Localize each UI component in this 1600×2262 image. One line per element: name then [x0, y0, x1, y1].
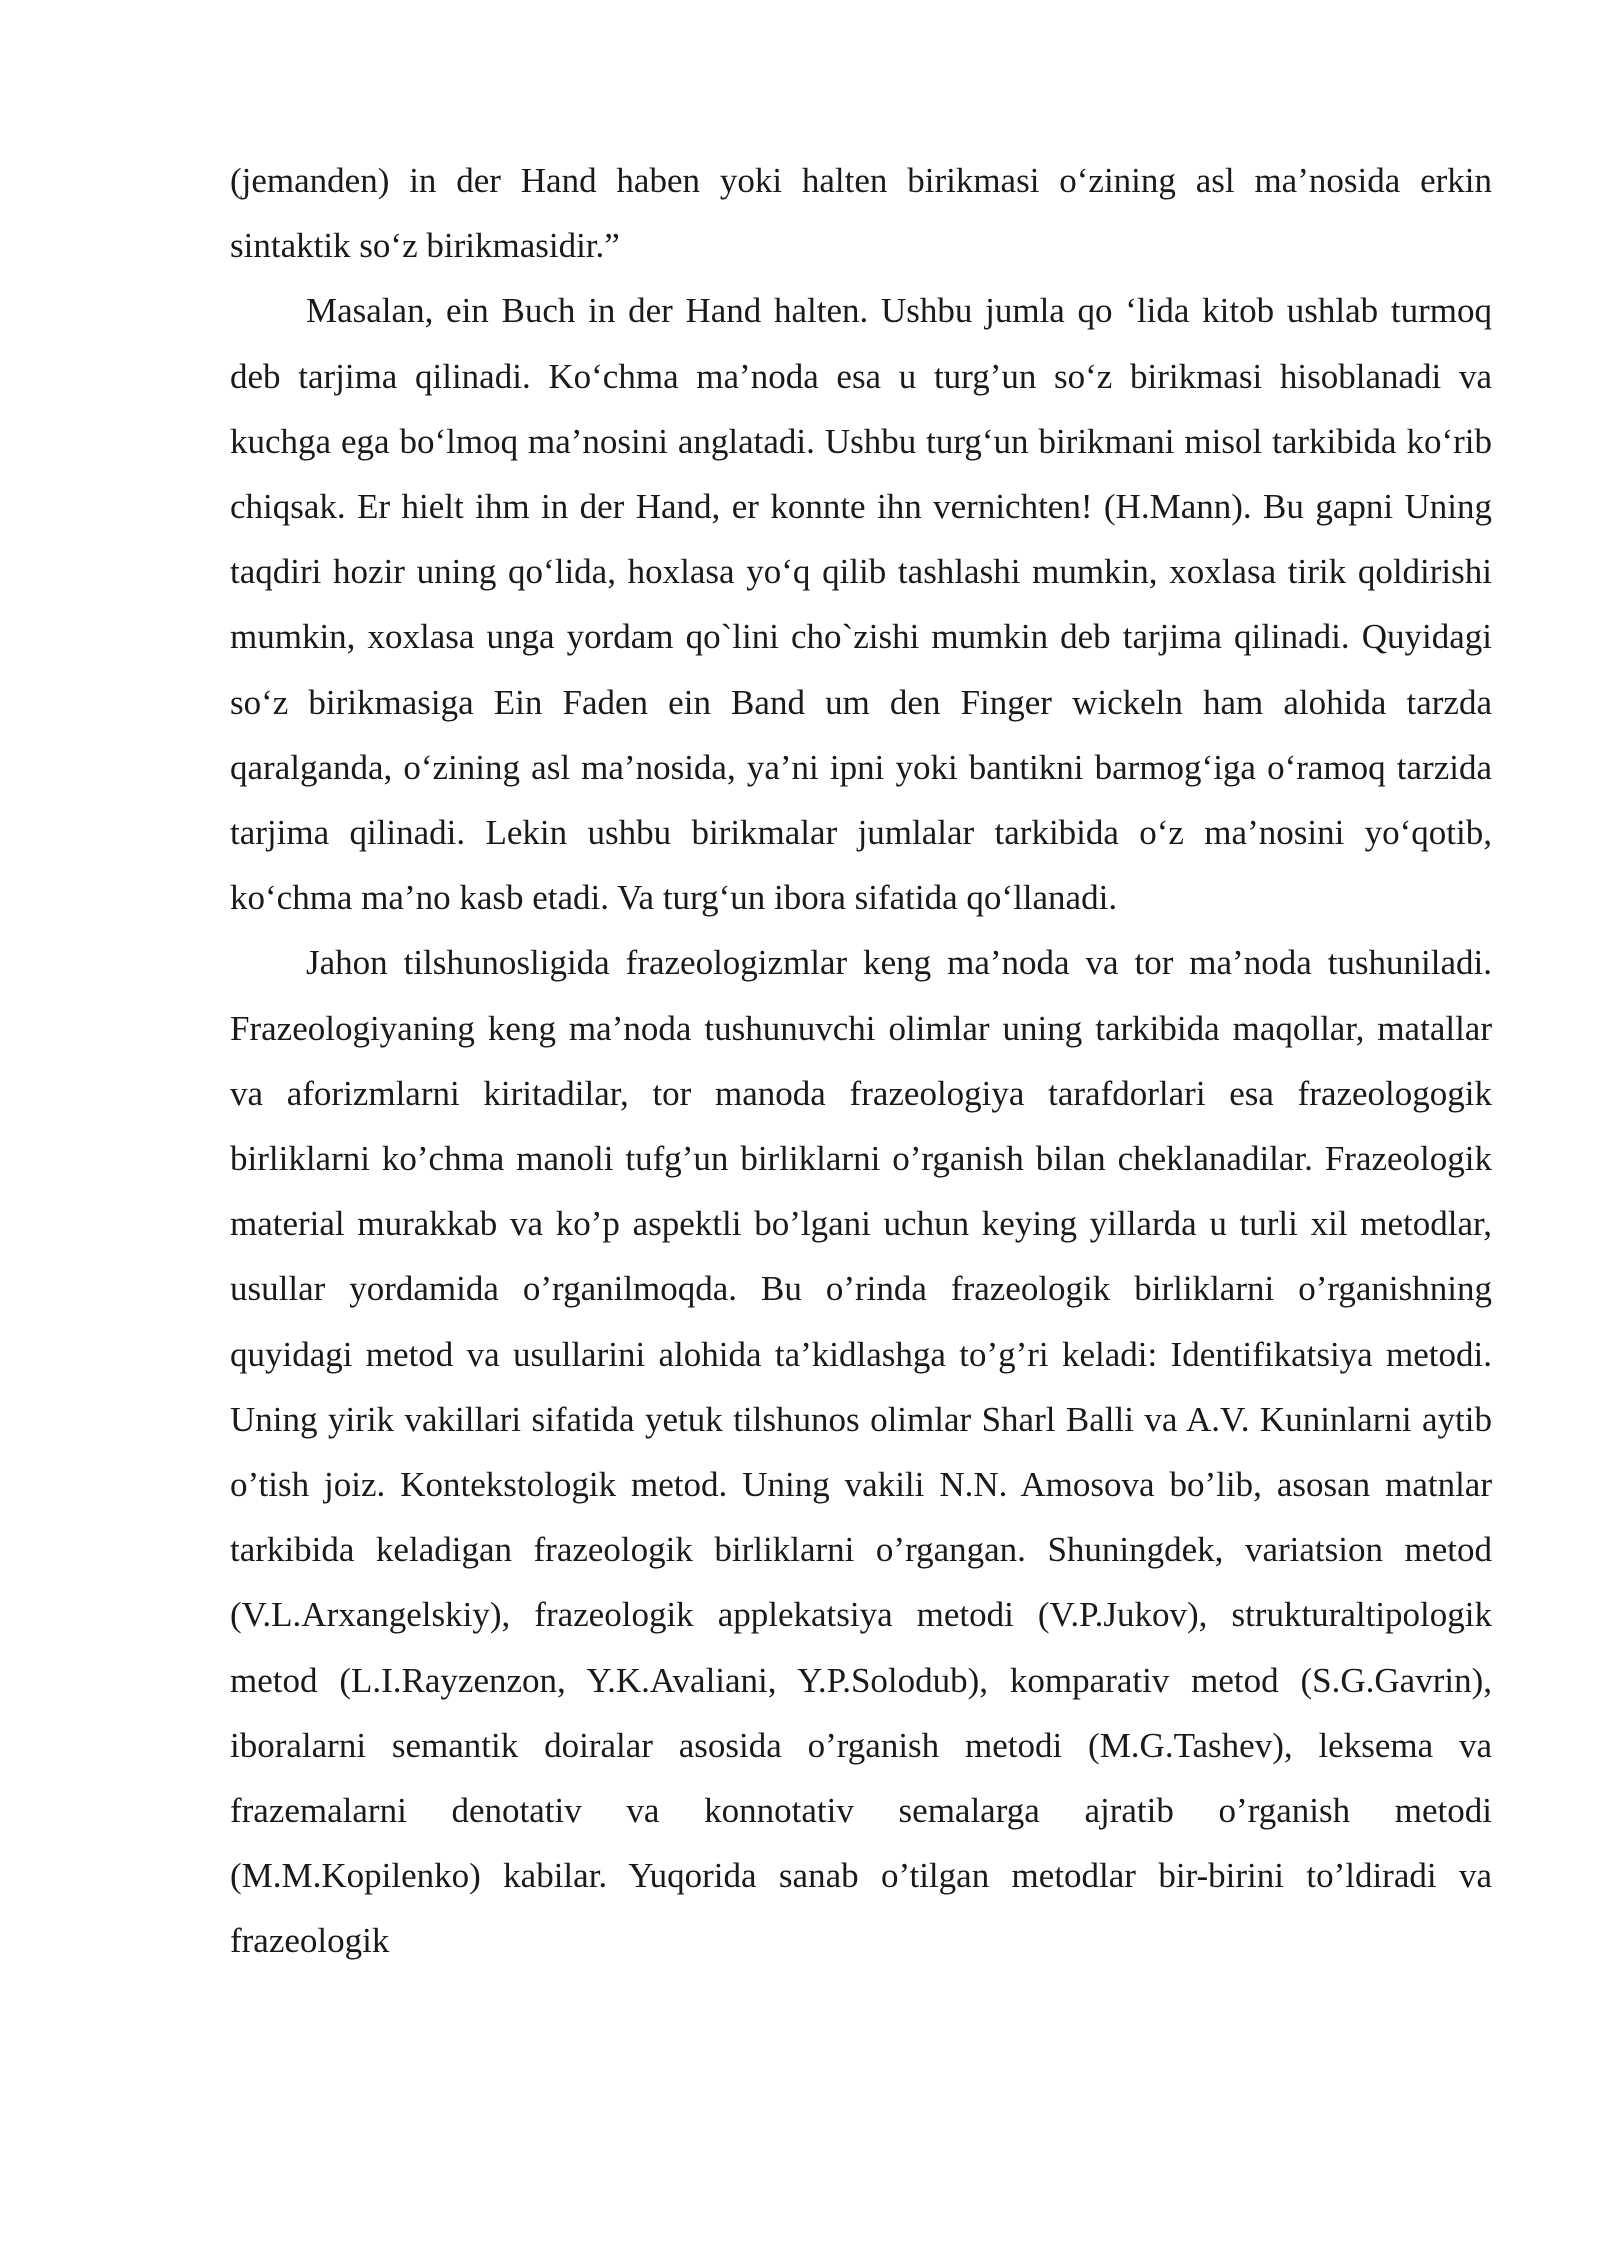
paragraph-continuation: (jemanden) in der Hand haben yoki halten birikmasi o‘zining asl ma’nosida erkin sintaktik so‘z birikmasidir.”	[230, 161, 1492, 266]
paragraph-examples: Masalan, ein Buch in der Hand halten. Ushbu jumla qo ‘lida kitob ushlab turmoq deb tarjima qilinadi. Ko‘chma ma’noda esa u turg’un so‘z birikmasi hisoblanadi va kuchga ega bo‘lmoq ma’nosini anglatadi. Ushbu turg‘un birikmani misol tarkibida ko‘rib chiqsak. Er hielt ihm in der Hand, er konnte ihn vernichten! (H.Mann). Bu gapni Uning taqdiri hozir uning qo‘lida, hoxlasa yo‘q qilib tashlashi mumkin, xoxlasa tirik qoldirishi mumkin, xoxlasa unga yordam qo`lini cho`zishi mumkin deb tarjima qilinadi. Quyidagi so‘z birikmasiga Ein Faden ein Band um den Finger wickeln ham alohida tarzda qaralganda, o‘zining asl ma’nosida, ya’ni ipni yoki bantikni barmog‘iga o‘ramoq tarzida tarjima qilinadi. Lekin ushbu birikmalar jumlalar tarkibida o‘z ma’nosini yo‘qotib, ko‘chma ma’no kasb etadi. Va turg‘un ibora sifatida qo‘llanadi.	[230, 291, 1492, 918]
paragraph-phraseology-methods: Jahon tilshunosligida frazeologizmlar keng ma’noda va tor ma’noda tushuniladi. Frazeologiyaning keng ma’noda tushunuvchi olimlar uning tarkibida maqollar, matallar va aforizmlarni kiritadilar, tor manoda frazeologiya tarafdorlari esa frazeologogik birliklarni ko’chma manoli tufg’un birliklarni o’rganish bilan cheklanadilar. Frazeologik material murakkab va ko’p aspektli bo’lgani uchun keying yillarda u turli xil metodlar, usullar yordamida o’rganilmoqda. Bu o’rinda frazeologik birliklarni o’rganishning quyidagi metod va usullarini alohida ta’kidlashga to’g’ri keladi: Identifikatsiya metodi. Uning yirik vakillari sifatida yetuk tilshunos olimlar Sharl Balli va A.V. Kuninlarni aytib o’tish joiz. Kontekstologik metod. Uning vakili N.N. Amosova bo’lib, asosan matnlar tarkibida keladigan frazeologik birliklarni o’rgangan. Shuningdek, variatsion metod (V.L.Arxangelskiy), frazeologik applekatsiya metodi (V.P.Jukov), strukturaltipologik metod (L.I.Rayzenzon, Y.K.Avaliani, Y.P.Solodub), komparativ metod (S.G.Gavrin), iboralarni semantik doiralar asosida o’rganish metodi (M.G.Tashev), leksema va frazemalarni denotativ va konnotativ semalarga ajratib o’rganish metodi (M.M.Kopilenko) kabilar. Yuqorida sanab o’tilgan metodlar bir-birini to’ldiradi va frazeologik	[230, 943, 1492, 1961]
body-text	[230, 148, 1492, 1974]
